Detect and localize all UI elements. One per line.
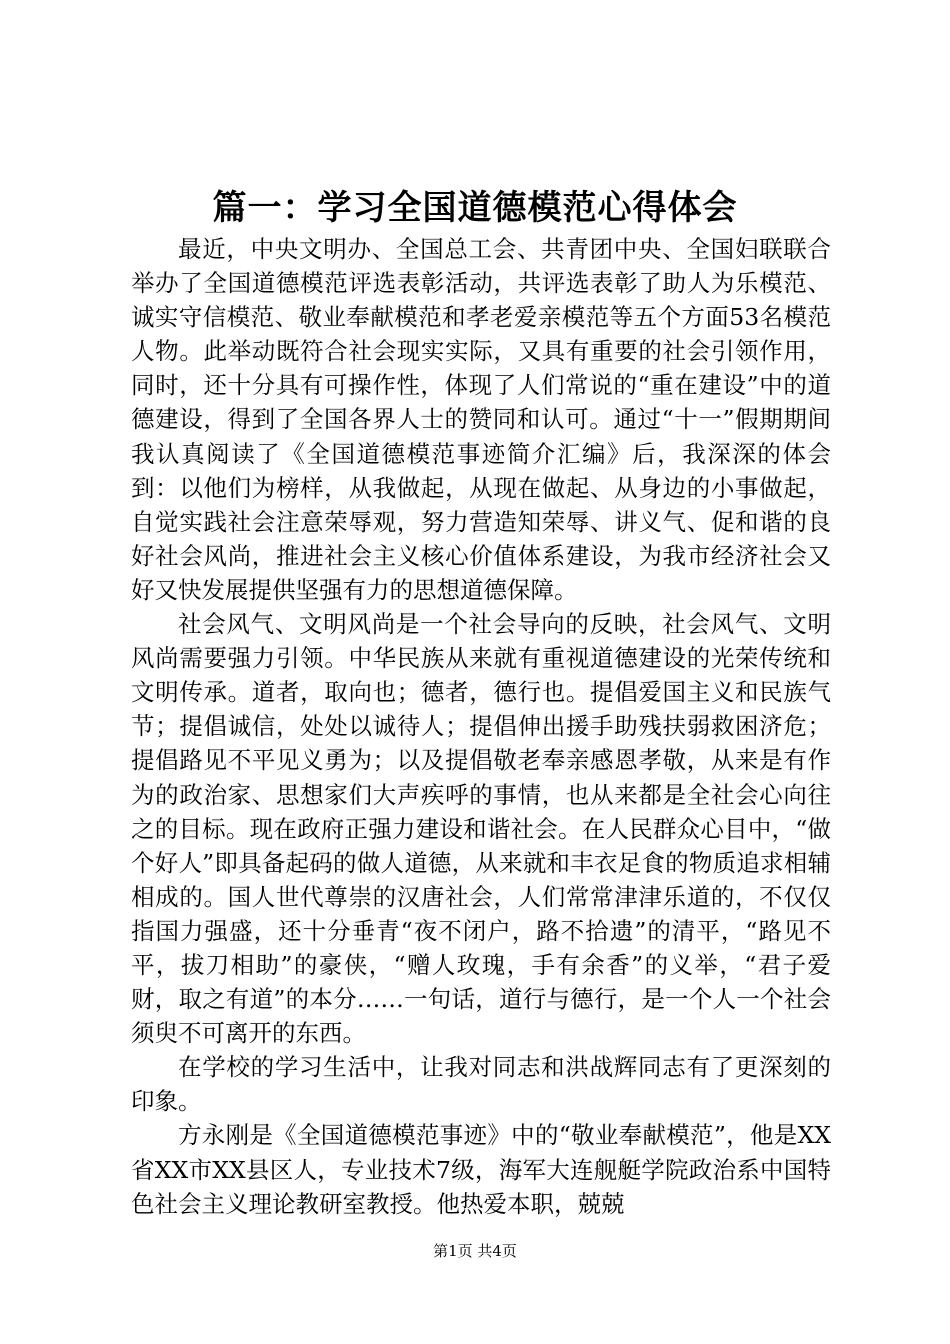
paragraph-4: 方永刚是《全国道德模范事迹》中的“敬业奉献模范”，他是XX省XX市XX县区人，专业技术7级，海军大连舰艇学院政治系中国特色社会主义理论教研室教授。他热爱本职，兢兢 bbox=[131, 1121, 831, 1218]
paragraph-3: 在学校的学习生活中，让我对同志和洪战辉同志有了更深刻的印象。 bbox=[131, 1053, 831, 1116]
document-body bbox=[131, 232, 831, 1221]
document-title: 篇一：学习全国道德模范心得体会 bbox=[212, 188, 738, 228]
paragraph-1: 最近，中央文明办、全国总工会、共青团中央、全国妇联联合举办了全国道德模范评选表彰活动，共评选表彰了助人为乐模范、诚实守信模范、敬业奉献模范和孝老爱亲模范等五个方面53名模范人物。此举动既符合社会现实实际，又具有重要的社会引领作用，同时，还十分具有可操作性，体现了人们常说的“重在建设”中的道德建设，得到了全国各界人士的赞同和认可。通过“十一”假期期间我认真阅读了《全国道德模范事迹简介汇编》后，我深深的体会到：以他们为榜样，从我做起，从现在做起、从身边的小事做起，自觉实践社会注意荣辱观，努力营造知荣辱、讲义气、促和谐的良好社会风尚，推进社会主义核心价值体系建设，为我市经济社会又好又快发展提供坚强有力的思想道德保障。 bbox=[131, 235, 831, 604]
page-number-footer: 第1页 共4页 bbox=[433, 1242, 517, 1260]
paragraph-2: 社会风气、文明风尚是一个社会导向的反映，社会风气、文明风尚需要强力引领。中华民族从来就有重视道德建设的光荣传统和文明传承。道者，取向也；德者，德行也。提倡爱国主义和民族气节；提倡诚信，处处以诚待人；提倡伸出援手助残扶弱救困济危；提倡路见不平见义勇为；以及提倡敬老奉亲感恩孝敬，从来是有作为的政治家、思想家们大声疾呼的事情，也从来都是全社会心向往之的目标。现在政府正强力建设和谐社会。在人民群众心目中，“做个好人”即具备起码的做人道德，从来就和丰衣足食的物质追求相辅相成的。国人世代尊崇的汉唐社会，人们常常津津乐道的，不仅仅指国力强盛，还十分垂青“夜不闭户，路不拾遗”的清平，“路见不平，拔刀相助”的豪侠，“赠人玫瑰，手有余香”的义举，“君子爱财，取之有道”的本分……一句话，道行与德行，是一个人一个社会须臾不可离开的东西。 bbox=[131, 610, 831, 1048]
